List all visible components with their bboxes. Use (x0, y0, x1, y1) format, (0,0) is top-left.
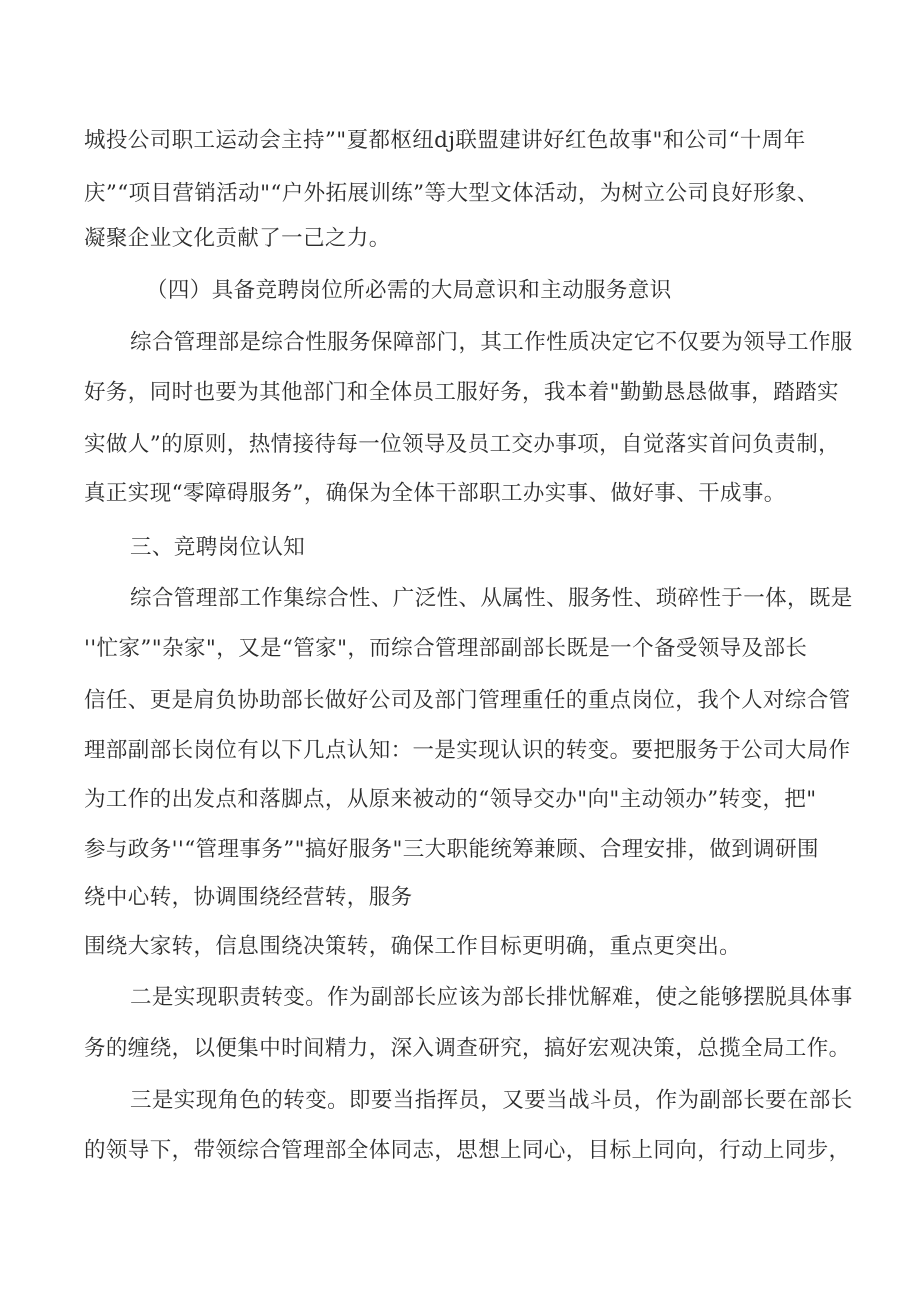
body-line: 绕中心转，协调围绕经营转，服务 (84, 885, 413, 910)
section-heading: （四）具备竞聘岗位所必需的大局意识和主动服务意识 (146, 278, 672, 303)
body-line: ''忙家”"杂家"，又是“管家"，而综合管理部副部长既是一个备受领导及部长 (84, 636, 808, 661)
body-line: 真正实现“零障碍服务”，确保为全体干部职工办实事、做好事、干成事。 (84, 481, 786, 506)
section-heading: 三、竞聘岗位认知 (130, 535, 306, 560)
body-line: 务的缠绕，以便集中时间精力，深入调查研究，搞好宏观决策，总揽全局工作。 (84, 1036, 851, 1061)
body-line: 综合管理部是综合性服务保障部门，其工作性质决定它不仅要为领导工作服 (130, 330, 853, 355)
body-line: 三是实现角色的转变。即要当指挥员，又要当战斗员，作为副部长要在部长 (130, 1088, 853, 1113)
body-line: 为工作的出发点和落脚点，从原来被动的“领导交办"向"主动领办”转变，把" (84, 787, 817, 812)
body-line: 二是实现职责转变。作为副部长应该为部长排忧解难，使之能够摆脱具体事 (130, 985, 853, 1010)
body-line: 城投公司职工运动会主持”"夏都枢纽dj联盟建讲好红色故事"和公司“十周年 (84, 128, 806, 153)
body-line: 实做人”的原则，热情接待每一位领导及员工交办事项，自觉落实首问负责制， (84, 432, 840, 457)
body-line: 参与政务''“管理事务”"搞好服务"三大职能统筹兼顾、合理安排，做到调研围 (84, 837, 819, 862)
body-line: 庆”“项目营销活动"“户外拓展训练”等大型文体活动，为树立公司良好形象、 (84, 181, 819, 206)
body-line: 理部副部长岗位有以下几点认知：一是实现认识的转变。要把服务于公司大局作 (84, 738, 851, 763)
body-line: 好务，同时也要为其他部门和全体员工服好务，我本着"勤勤恳恳做事，踏踏实 (84, 380, 839, 405)
body-line: 综合管理部工作集综合性、广泛性、从属性、服务性、琐碎性于一体，既是 (130, 586, 853, 611)
body-line: 凝聚企业文化贡献了一己之力。 (84, 226, 391, 251)
body-line: 信任、更是肩负协助部长做好公司及部门管理重任的重点岗位，我个人对综合管 (84, 688, 851, 713)
body-line: 的领导下，带领综合管理部全体同志，思想上同心，目标上同向，行动上同步， (84, 1138, 851, 1163)
body-line: 围绕大家转，信息围绕决策转，确保工作目标更明确，重点更突出。 (84, 934, 742, 959)
